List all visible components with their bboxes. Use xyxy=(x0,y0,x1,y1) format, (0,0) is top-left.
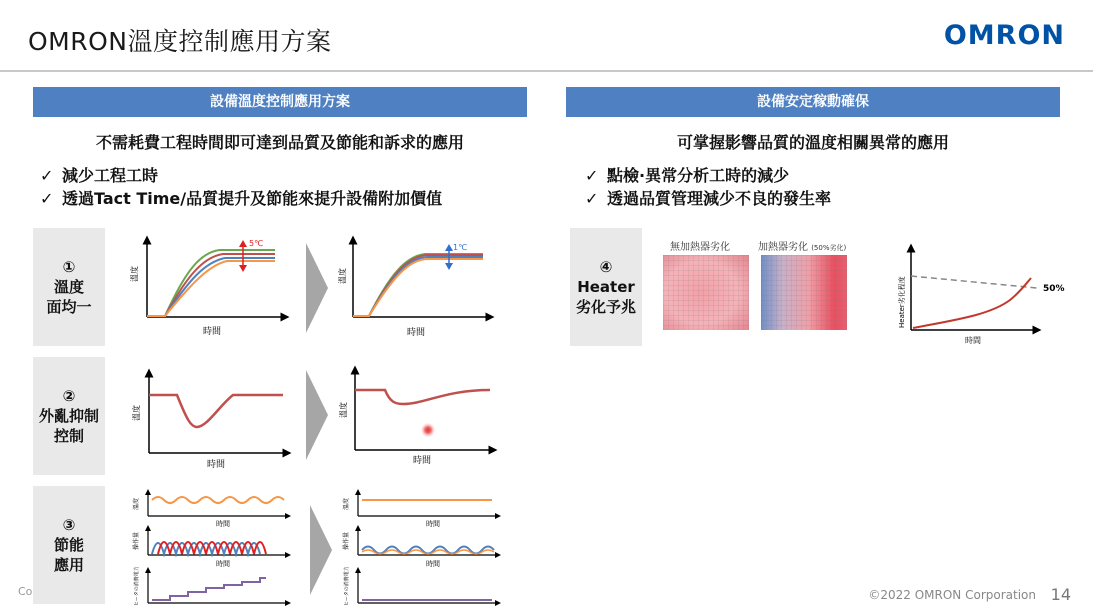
row-label-line1: 溫度 xyxy=(53,278,84,296)
x-axis-label: 時間 xyxy=(965,336,981,345)
row-label-line1: Heater xyxy=(577,278,635,296)
y-axis-label: ヒータの消費電力 xyxy=(344,566,350,606)
y-axis-label: ヒータの消費電力 xyxy=(134,566,140,606)
delta-arrow-head xyxy=(445,244,453,251)
heatmap-label-degradation-note: (50%劣化) xyxy=(811,244,847,252)
heater-degradation-chart xyxy=(895,240,1075,350)
row-number: ② xyxy=(62,387,76,405)
disturbance-chart-before xyxy=(125,365,295,475)
heatmap-label-degradation-text: 加熱器劣化 xyxy=(758,242,808,253)
x-axis-label: 時間 xyxy=(216,520,230,528)
x-axis-label: 時間 xyxy=(207,460,226,470)
delta-arrow-head xyxy=(445,263,453,270)
x-axis-label: 時間 xyxy=(413,456,432,466)
operation-wave xyxy=(362,550,494,554)
left-bullet-2 xyxy=(40,186,442,209)
left-bullet-2-text: 透過Tact Time/品質提升及節能來提升設備附加價值 xyxy=(62,189,443,208)
right-section-band: 設備安定稼動確保 xyxy=(566,87,1060,117)
heatmap-degradation xyxy=(761,255,847,330)
omron-logo: OMRON xyxy=(943,20,1065,51)
check-icon: ✓ xyxy=(585,166,599,185)
row-label-line2: 應用 xyxy=(53,556,84,574)
arrow-chevron-icon xyxy=(310,505,332,595)
y-axis-label: 操作量 xyxy=(343,531,350,550)
series-line xyxy=(147,250,275,316)
y-axis-label: 溫度 xyxy=(338,268,347,284)
x-axis-label: 時間 xyxy=(426,560,440,568)
row-label-uniformity xyxy=(33,228,105,346)
uniformity-chart-before xyxy=(125,232,295,342)
disturbance-chart-after xyxy=(335,362,505,472)
x-axis-label: 時間 xyxy=(407,328,426,338)
delta-label: 1℃ xyxy=(453,243,468,252)
energy-chart-before xyxy=(130,488,295,608)
delta-arrow-head xyxy=(239,240,247,247)
power-line xyxy=(152,578,266,600)
y-axis-label: 溫度 xyxy=(132,405,141,421)
series-line xyxy=(353,255,483,316)
check-icon: ✓ xyxy=(40,166,54,185)
check-icon: ✓ xyxy=(40,189,54,208)
row-label-energy xyxy=(33,486,105,604)
right-bullet-2 xyxy=(585,186,831,209)
row-label-line1: 節能 xyxy=(53,536,84,554)
row-label-line1: 外亂抑制 xyxy=(38,407,99,425)
delta-arrow-head xyxy=(239,265,247,272)
row-label-heater xyxy=(570,228,642,346)
left-subheading: 不需耗費工程時間即可達到品質及節能和訴求的應用 xyxy=(95,133,464,152)
row-number: ① xyxy=(62,258,76,276)
y-axis-label: Heater劣化程度 xyxy=(898,276,906,328)
arrow-chevron-icon xyxy=(306,370,328,460)
left-bullet-1-text: 減少工程工時 xyxy=(62,166,159,185)
temperature-wave xyxy=(152,497,284,503)
arrow-chevron-icon xyxy=(306,243,328,333)
row-label-line2: 面均一 xyxy=(46,298,92,316)
series-line xyxy=(147,261,275,316)
threshold-line xyxy=(911,276,1037,288)
x-axis-label: 時間 xyxy=(426,520,440,528)
operation-wave xyxy=(362,547,494,554)
row-number: ④ xyxy=(599,258,613,276)
right-bullet-1-text: 點檢·異常分析工時的減少 xyxy=(607,166,790,185)
row-label-disturbance xyxy=(33,357,105,475)
copyright: ©2022 OMRON Corporation xyxy=(868,588,1036,602)
series-line xyxy=(353,254,483,316)
temperature-line xyxy=(149,395,283,427)
right-subheading: 可掌握影響品質的溫度相關異常的應用 xyxy=(676,133,949,152)
page-number: 14 xyxy=(1050,585,1071,604)
footer-left-text: Co xyxy=(18,585,33,598)
page-title: OMRON溫度控制應用方案 xyxy=(28,27,332,56)
heatmap-label-no-degradation: 無加熱器劣化 xyxy=(670,242,730,253)
y-axis-label: 溫度 xyxy=(339,402,348,418)
series-line xyxy=(147,258,275,316)
left-bullet-1 xyxy=(40,163,158,186)
header-divider xyxy=(0,70,1093,72)
y-axis-label: 溫度 xyxy=(130,266,139,282)
threshold-label: 50% xyxy=(1043,284,1065,294)
delta-label: 5℃ xyxy=(249,239,264,248)
y-axis-label: 溫度 xyxy=(133,497,140,510)
left-section-band: 設備溫度控制應用方案 xyxy=(33,87,527,117)
check-icon: ✓ xyxy=(585,189,599,208)
uniformity-chart-after xyxy=(335,232,505,342)
y-axis-label: 溫度 xyxy=(343,497,350,510)
temperature-line xyxy=(355,390,490,404)
heatmap-label-degradation xyxy=(758,238,846,253)
x-axis-label: 時間 xyxy=(203,327,222,337)
row-label-line2: 劣化予兆 xyxy=(575,298,636,316)
row-label-line2: 控制 xyxy=(53,427,84,445)
right-bullet-1 xyxy=(585,163,789,186)
x-axis-label: 時間 xyxy=(216,560,230,568)
cursor-highlight xyxy=(420,422,436,438)
energy-chart-after xyxy=(340,488,505,608)
y-axis-label: 操作量 xyxy=(133,531,140,550)
right-bullet-2-text: 透過品質管理減少不良的發生率 xyxy=(607,189,832,208)
heatmap-no-degradation xyxy=(663,255,749,330)
row-number: ③ xyxy=(62,516,76,534)
